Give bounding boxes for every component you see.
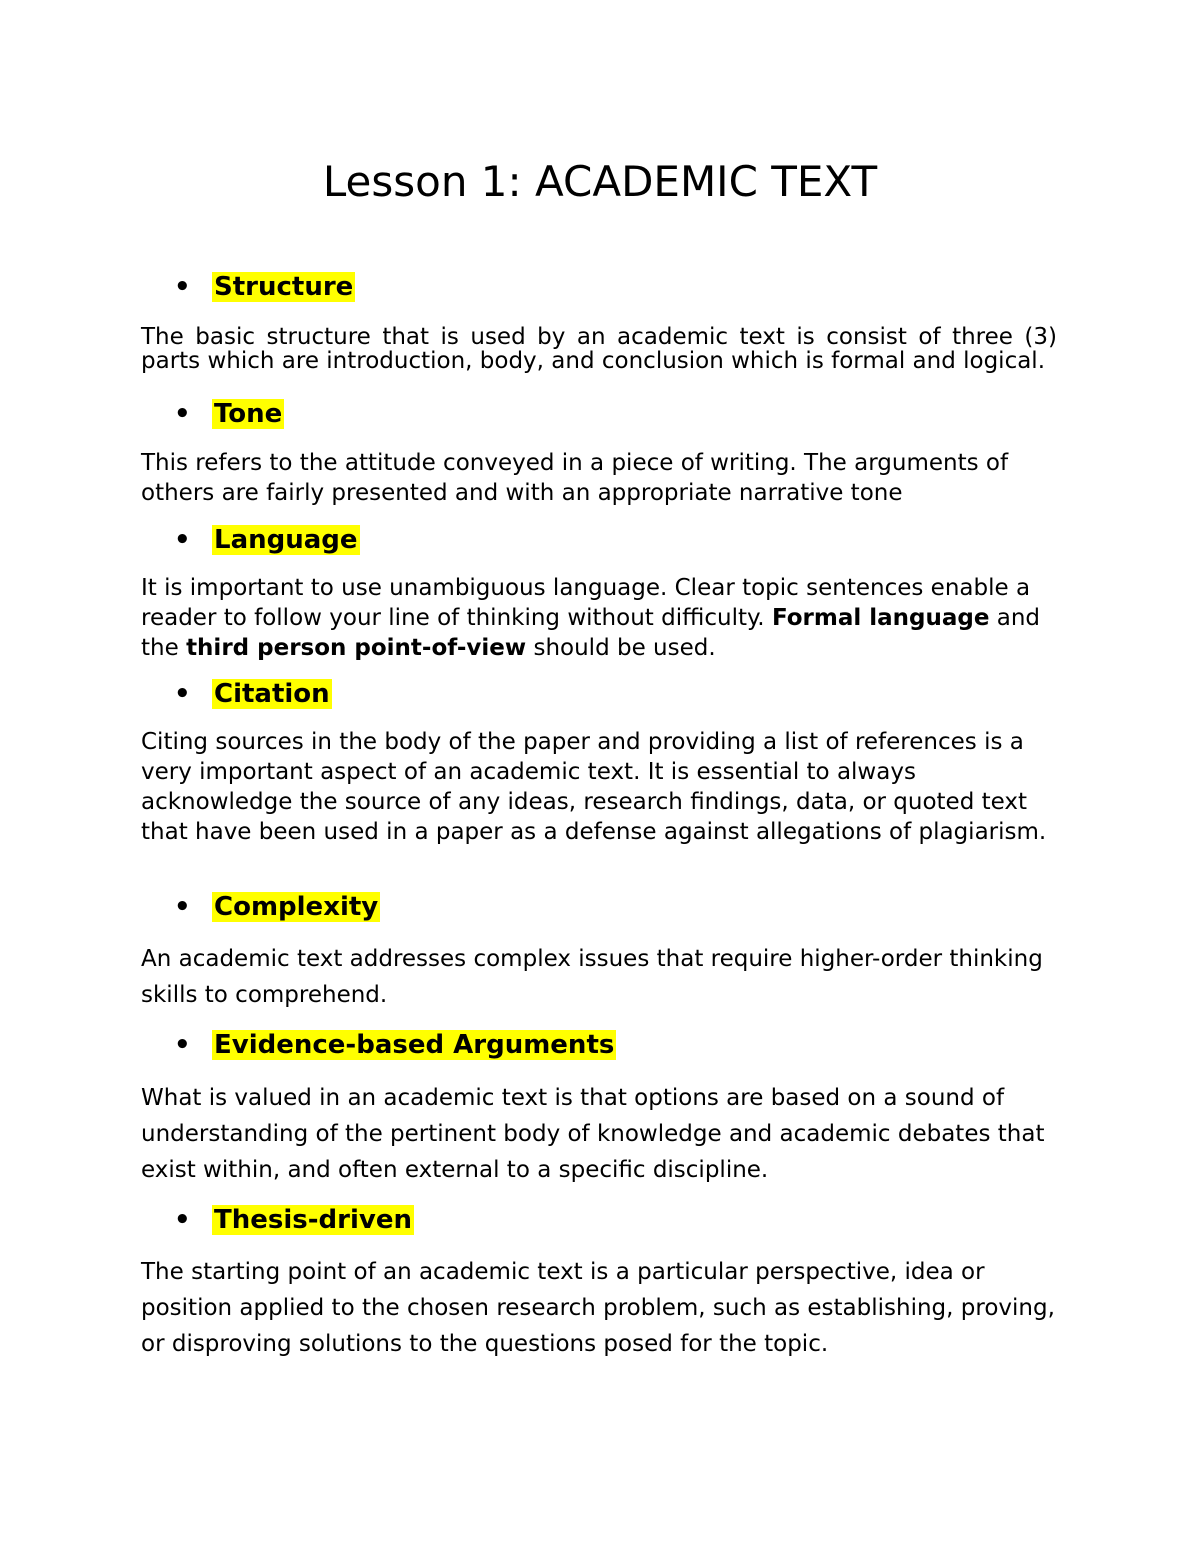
section-heading-citation <box>174 677 332 711</box>
bullet: • <box>174 892 191 922</box>
section-text-complexity: An academic text addresses complex issues that require higher-order thinking skills to comprehend. <box>141 946 1043 1008</box>
bullet: • <box>174 399 191 429</box>
language-text-a: It is important to use unambiguous language. Clear topic sentences enable a reader to follow your line of thinking without difficulty. <box>141 575 1031 631</box>
bullet: • <box>174 272 191 302</box>
section-text-thesis-driven: The starting point of an academic text is a particular perspective, idea or position applied to the chosen research problem, such as establishing, proving, or disproving solutions to the questions posed for the topic. <box>141 1259 1055 1357</box>
bullet: • <box>174 1030 191 1060</box>
heading-label: Structure <box>214 272 354 302</box>
language-bold-formal: Formal language <box>771 605 990 631</box>
language-text-b: and the <box>141 605 1041 661</box>
section-heading-structure <box>174 270 355 304</box>
section-text-language <box>141 573 1057 663</box>
bullet: • <box>174 1205 191 1235</box>
section-heading-complexity <box>174 890 380 924</box>
heading-label: Thesis-driven <box>214 1205 412 1235</box>
language-bold-third-person: third person point-of-view <box>186 635 527 661</box>
bullet: • <box>174 525 191 555</box>
heading-label: Language <box>214 525 358 555</box>
heading-label: Citation <box>214 679 330 709</box>
heading-label: Tone <box>214 399 283 429</box>
language-text-c: should be used. <box>526 635 716 661</box>
section-text-evidence-based-arguments: What is valued in an academic text is that options are based on a sound of understanding of the pertinent body of knowledge and academic debates that exist within, and often external to a specific discipline. <box>141 1085 1045 1183</box>
heading-label: Complexity <box>214 892 379 922</box>
page-title: Lesson 1: ACADEMIC TEXT <box>322 157 878 206</box>
bullet: • <box>174 679 191 709</box>
section-heading-language <box>174 523 360 557</box>
section-heading-evidence-based-arguments <box>174 1028 616 1062</box>
section-heading-tone <box>174 397 284 431</box>
section-text-structure: The basic structure that is used by an academic text is consist of three (3) parts which are introduction, body, and conclusion which is formal and logical. <box>141 324 1057 374</box>
section-text-citation: Citing sources in the body of the paper and providing a list of references is a very important aspect of an academic text. It is essential to always acknowledge the source of any ideas, research findings, data, or quoted text that have been used in a paper as a defense against allegations of plagiarism. <box>141 729 1047 845</box>
heading-label: Evidence-based Arguments <box>214 1030 615 1060</box>
section-heading-thesis-driven <box>174 1203 414 1237</box>
section-text-tone: This refers to the attitude conveyed in a piece of writing. The arguments of others are fairly presented and with an appropriate narrative tone <box>141 450 1009 506</box>
